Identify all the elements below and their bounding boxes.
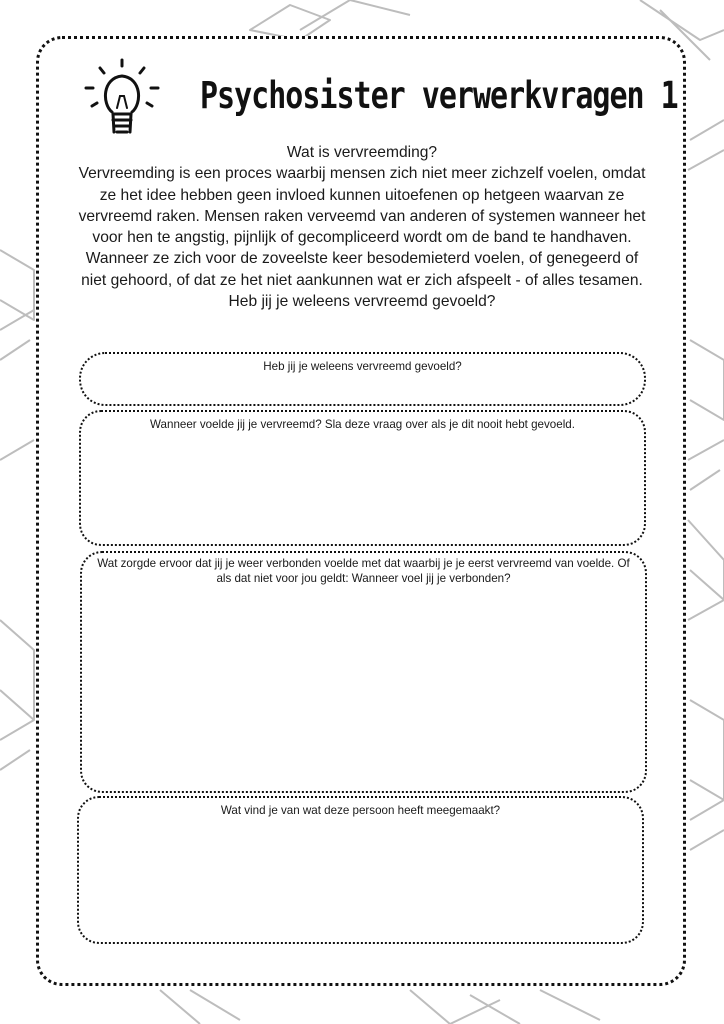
lightbulb-icon [82,56,162,140]
intro-question: Wat is vervreemding? [286,144,438,161]
intro-body: Vervreemding is een proces waarbij mensen zich niet meer zichzelf voelen, omdat ze het idee hebben geen invloed kunnen uitoefenen op hetgeen waarvan ze vervreemd raken. Mensen raken verveemd van anderen of systemen wanneer het voor hen te angstig, pijnlijk of gecompliceerd wordt om de band te handhaven. Wanneer ze zich voor de zoveelste keer besodemieterd voelen, of genegeerd of niet gehoord, of dat ze het niet aankunnen wat er zich afspeelt - of alles tesamen. Heb jij je weleens vervreemd gevoeld? [78,165,646,311]
answer-box-3[interactable] [80,551,647,793]
page-title: Psychosister verwerkvragen 1 [200,74,678,118]
answer-box-1[interactable] [79,352,646,406]
answer-box-2[interactable] [79,410,646,546]
question-prompt-2: Wanneer voelde jij je vervreemd? Sla deze vraag over als je dit nooit hebt gevoeld. [150,418,575,431]
question-prompt-1: Heb jij je weleens vervreemd gevoeld? [263,360,462,373]
question-prompt-3: Wat zorgde ervoor dat jij je weer verbonden voelde met dat waarbij je je eerst vervreemd van voelde. Of als dat niet voor jou geldt: Wanneer voel jij je verbonden? [97,557,630,585]
question-prompt-4: Wat vind je van wat deze persoon heeft meegemaakt? [220,804,501,817]
intro-section [72,142,652,312]
answer-box-4[interactable] [77,796,644,944]
